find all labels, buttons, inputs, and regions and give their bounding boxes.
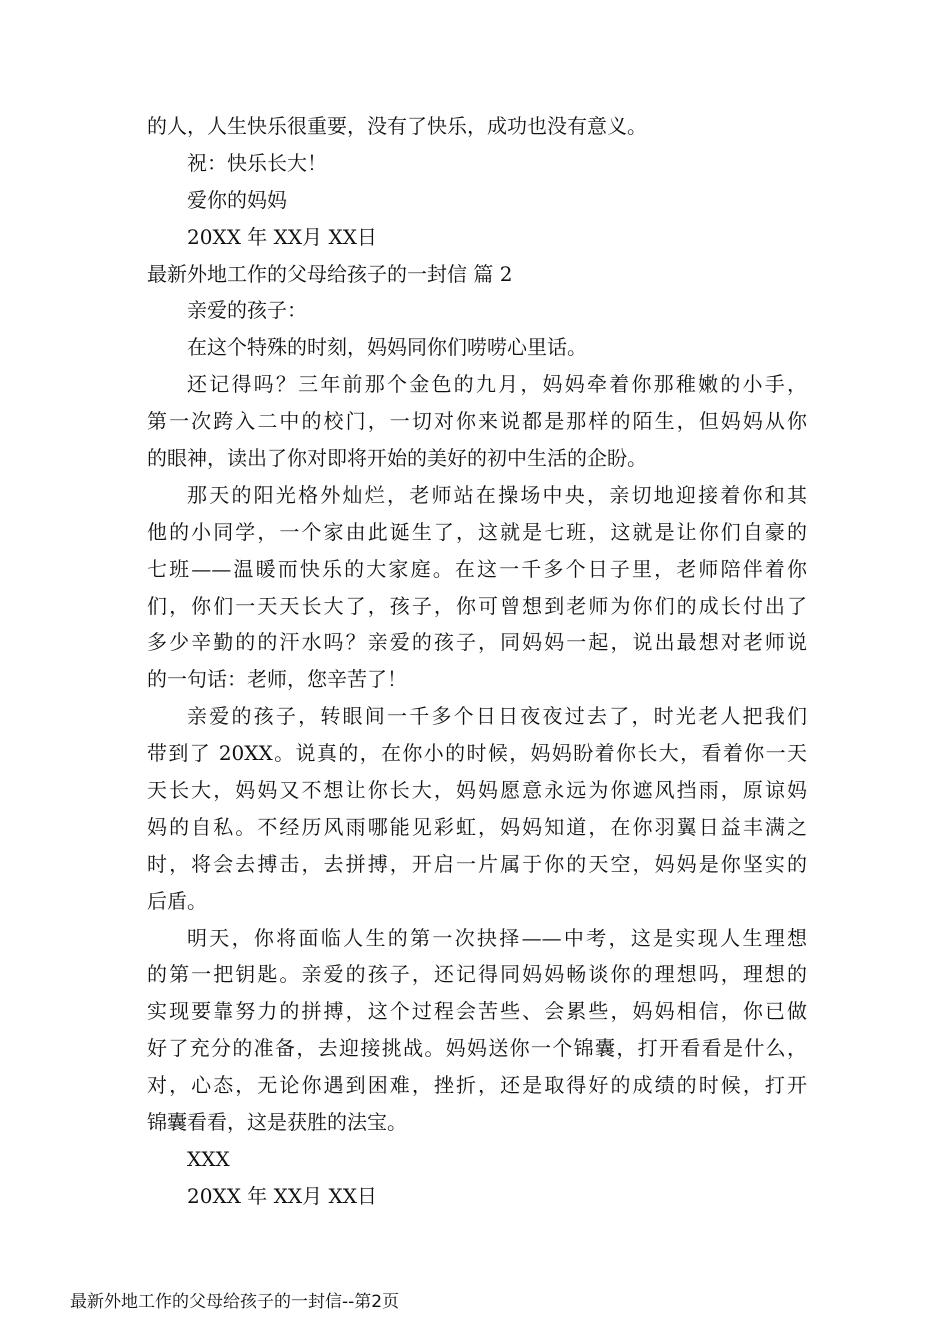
text-line: 天长大，妈妈又不想让你长大，妈妈愿意永远为你遮风挡雨，原谅妈: [147, 778, 807, 803]
text-line: 妈的自私。不经历风雨哪能见彩虹，妈妈知道，在你羽翼日益丰满之: [147, 814, 807, 839]
text-line: 的人，人生快乐很重要，没有了快乐，成功也没有意义。: [147, 114, 647, 138]
text-line: 还记得吗？三年前那个金色的九月，妈妈牵着你那稚嫩的小手，: [187, 372, 807, 397]
closing-wish: 祝：快乐长大！: [187, 150, 327, 175]
section-heading: 最新外地工作的父母给孩子的一封信 篇 2: [147, 261, 513, 286]
text-line: 的眼神，读出了你对即将开始的美好的初中生活的企盼。: [147, 446, 647, 471]
signature: 爱你的妈妈: [187, 187, 287, 212]
text-line: 多少辛勤的的汗水吗？亲爱的孩子，同妈妈一起，说出最想对老师说: [147, 630, 807, 655]
text-line: 在这个特殊的时刻，妈妈同你们唠唠心里话。: [187, 335, 587, 360]
text-line: 后盾。: [147, 888, 207, 913]
text-line: 的一句话：老师，您辛苦了！: [147, 667, 407, 692]
text-line: 好了充分的准备，去迎接挑战。妈妈送你一个锦囊，打开看看是什么，: [147, 1036, 807, 1061]
text-line: 时，将会去搏击，去拼搏，开启一片属于你的天空，妈妈是你坚实的: [147, 851, 807, 876]
letter-body: [147, 108, 807, 1215]
text-line: 亲爱的孩子，转眼间一千多个日日夜夜过去了，时光老人把我们: [187, 704, 807, 729]
text-line: 第一次跨入二中的校门，一切对你来说都是那样的陌生，但妈妈从你: [147, 409, 807, 434]
text-line: 明天，你将面临人生的第一次抉择——中考，这是实现人生理想: [187, 925, 807, 950]
signature: XXX: [187, 1146, 230, 1171]
page-footer: 最新外地工作的父母给孩子的一封信--第2页: [70, 1292, 400, 1312]
text-line: 他的小同学，一个家由此诞生了，这就是七班，这就是让你们自豪的: [147, 519, 807, 544]
text-line: 对，心态，无论你遇到困难，挫折，还是取得好的成绩的时候，打开: [147, 1073, 807, 1098]
text-line: 们，你们一天天长大了，孩子，你可曾想到老师为你们的成长付出了: [147, 593, 807, 618]
text-line: 的第一把钥匙。亲爱的孩子，还记得同妈妈畅谈你的理想吗，理想的: [147, 962, 807, 987]
text-line: 实现要靠努力的拼搏，这个过程会苦些、会累些，妈妈相信，你已做: [147, 999, 807, 1024]
salutation: 亲爱的孩子：: [187, 298, 307, 323]
text-line: 那天的阳光格外灿烂，老师站在操场中央，亲切地迎接着你和其: [187, 482, 807, 507]
text-line: 带到了 20XX。说真的，在你小的时候，妈妈盼着你长大，看着你一天: [147, 741, 807, 766]
letter-date: 20XX 年 XX月 XX日: [187, 224, 377, 249]
text-line: 七班——温暖而快乐的大家庭。在这一千多个日子里，老师陪伴着你: [147, 556, 807, 581]
text-line: 锦囊看看，这是获胜的法宝。: [147, 1110, 407, 1135]
letter-date: 20XX 年 XX月 XX日: [187, 1183, 377, 1208]
